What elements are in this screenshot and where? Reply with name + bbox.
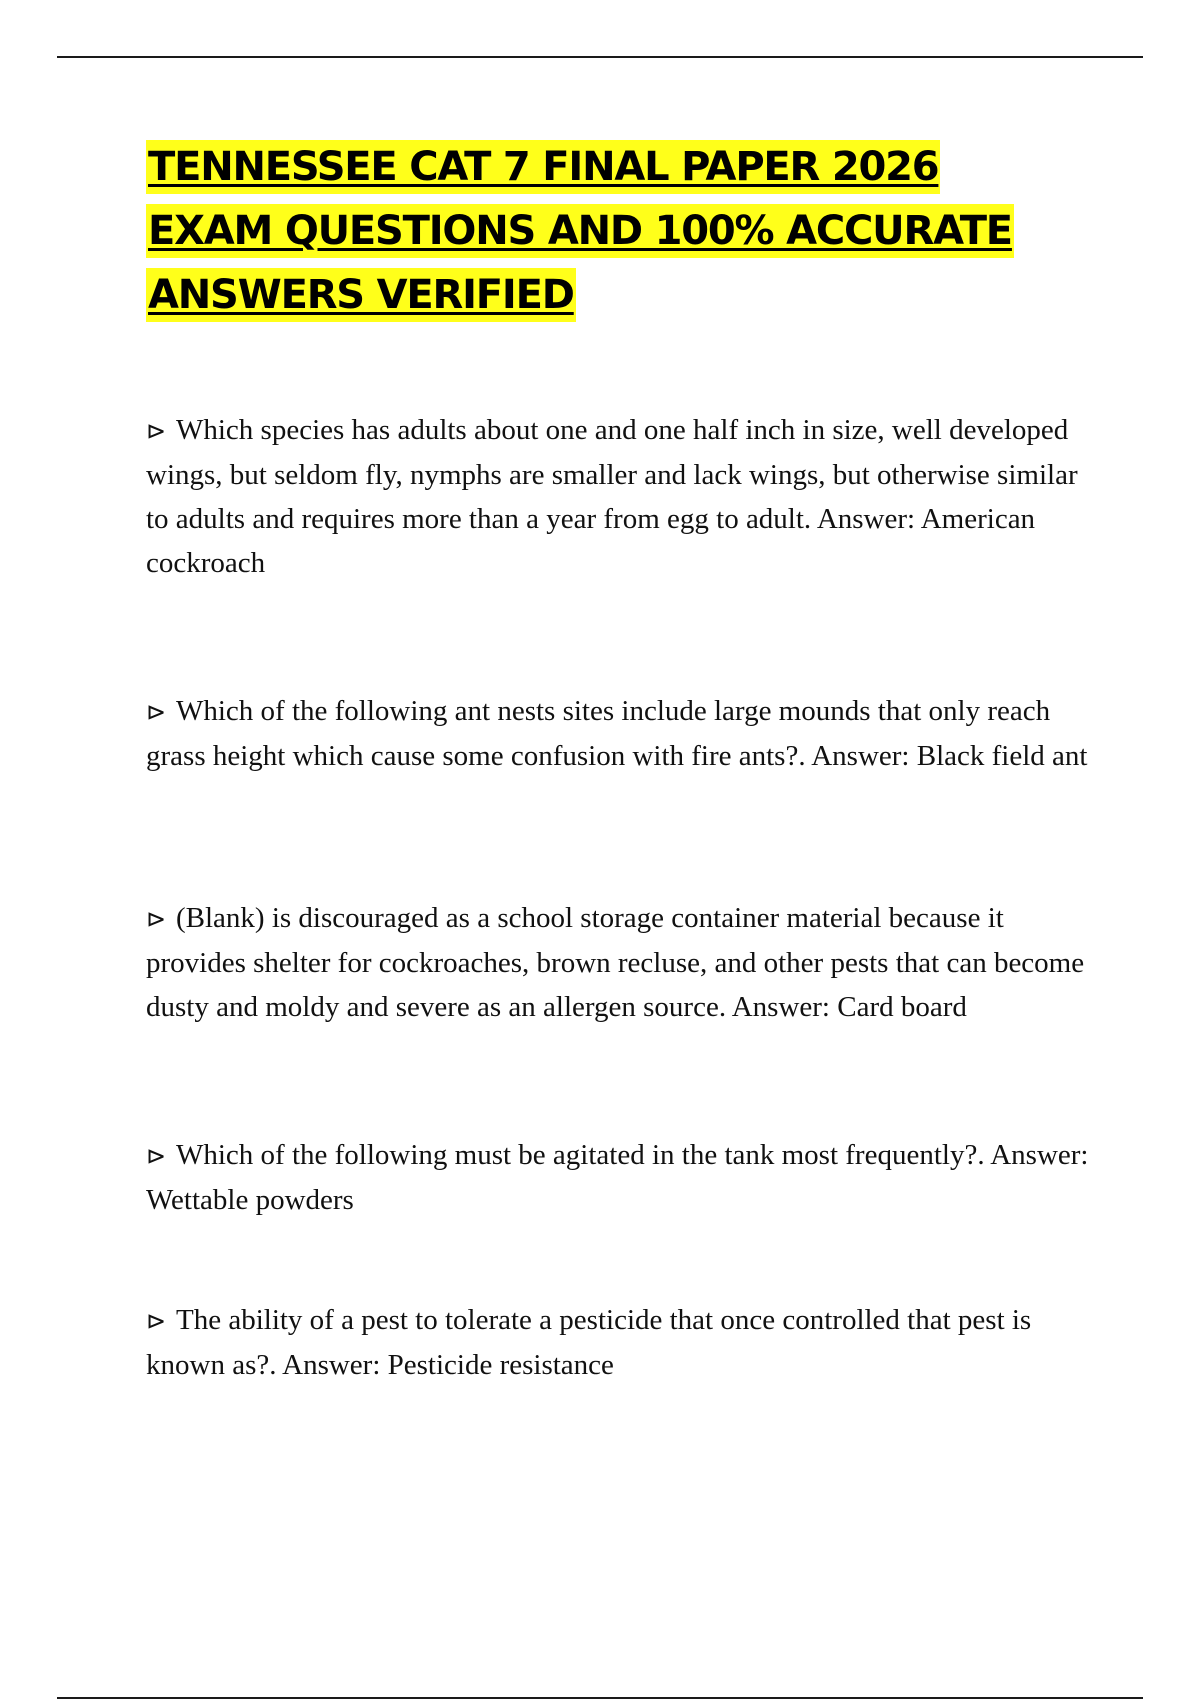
triangle-bullet-icon: ⊳: [146, 698, 167, 726]
triangle-bullet-icon: ⊳: [146, 417, 167, 445]
question-item-2: [146, 689, 1096, 778]
bottom-divider: [57, 1697, 1143, 1699]
question-item-1: [146, 408, 1096, 585]
title-line-3: ANSWERS VERIFIED: [146, 268, 1106, 332]
question-list: [146, 408, 1096, 1387]
triangle-bullet-icon: ⊳: [146, 905, 167, 933]
top-divider: [57, 56, 1143, 58]
title-line-1: TENNESSEE CAT 7 FINAL PAPER 2026: [146, 140, 1106, 204]
question-text: Which of the following ant nests sites include large mounds that only reach grass height which cause some confusion with fire ants?. Answer: Black field ant: [146, 695, 1088, 772]
triangle-bullet-icon: ⊳: [146, 1142, 167, 1170]
question-item-3: [146, 896, 1096, 1029]
question-text: (Blank) is discouraged as a school storage container material because it provides shelter for cockroaches, brown recluse, and other pests that can become dusty and moldy and severe as an allergen source. Answer: Card board: [146, 902, 1085, 1023]
question-item-4: [146, 1133, 1096, 1222]
question-text: The ability of a pest to tolerate a pesticide that once controlled that pest is known as?. Answer: Pesticide resistance: [146, 1304, 1032, 1381]
document-title: [146, 140, 1106, 332]
title-line-2: EXAM QUESTIONS AND 100% ACCURATE: [146, 204, 1106, 268]
question-text: Which species has adults about one and one half inch in size, well developed wings, but seldom fly, nymphs are smaller and lack wings, but otherwise similar to adults and requires more than a year from egg to adult. Answer: American cockroach: [146, 414, 1078, 579]
triangle-bullet-icon: ⊳: [146, 1307, 167, 1335]
question-item-5: [146, 1298, 1096, 1387]
question-text: Which of the following must be agitated in the tank most frequently?. Answer: Wettable powders: [146, 1139, 1089, 1216]
